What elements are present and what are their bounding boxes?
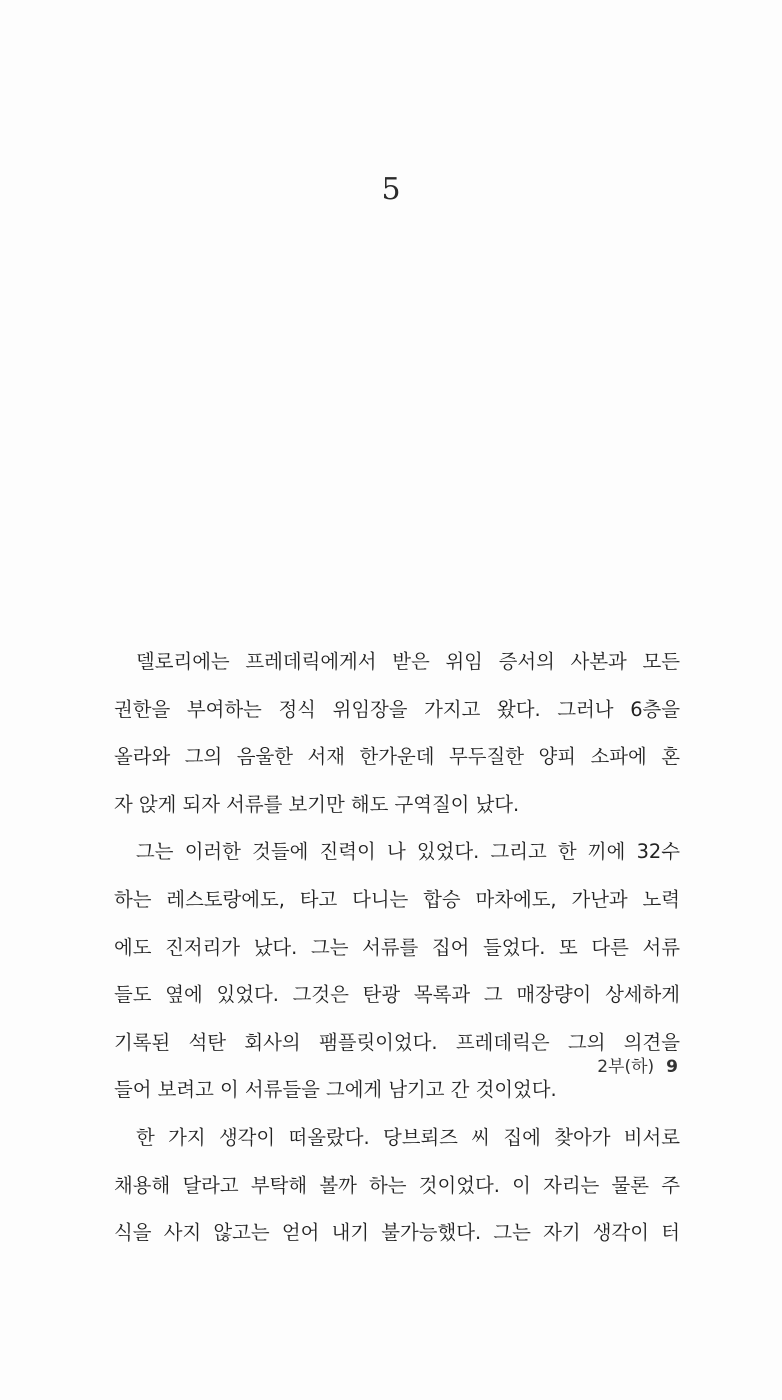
text-line: 델로리에는 프레데릭에게서 받은 위임 증서의 사본과 모든 <box>136 650 680 673</box>
text-line: 그는 이러한 것들에 진력이 나 있었다. 그리고 한 끼에 32수 <box>136 840 680 864</box>
page-number: 9 <box>666 1057 678 1077</box>
page-footer <box>597 1052 678 1077</box>
text-line: 들어 보려고 이 서류들을 그에게 남기고 간 것이었다. <box>114 1078 557 1102</box>
chapter-number: 5 <box>381 172 401 207</box>
text-line: 식을 사지 않고는 얻어 내기 불가능했다. 그는 자기 생각이 터 <box>114 1221 680 1245</box>
text-line: 올라와 그의 음울한 서재 한가운데 무두질한 양피 소파에 혼 <box>114 745 680 769</box>
text-line: 자 앉게 되자 서류를 보기만 해도 구역질이 났다. <box>114 792 520 816</box>
text-line: 들도 옆에 있었다. 그것은 탄광 목록과 그 매장량이 상세하게 <box>114 983 680 1007</box>
text-line: 하는 레스토랑에도, 타고 다니는 합승 마차에도, 가난과 노력 <box>114 887 680 911</box>
text-line: 에도 진저리가 났다. 그는 서류를 집어 들었다. 또 다른 서류 <box>114 935 680 959</box>
text-line: 한 가지 생각이 떠올랐다. 당브뢰즈 씨 집에 찾아가 비서로 <box>136 1125 680 1149</box>
part-label: 2부(하) <box>597 1057 655 1077</box>
text-line: 채용해 달라고 부탁해 볼까 하는 것이었다. 이 자리는 물론 주 <box>114 1173 680 1197</box>
body-text <box>114 638 680 1257</box>
text-line: 기록된 석탄 회사의 팸플릿이었다. 프레데릭은 그의 의견을 <box>114 1030 680 1054</box>
text-line: 권한을 부여하는 정식 위임장을 가지고 왔다. 그러나 6층을 <box>114 697 680 721</box>
